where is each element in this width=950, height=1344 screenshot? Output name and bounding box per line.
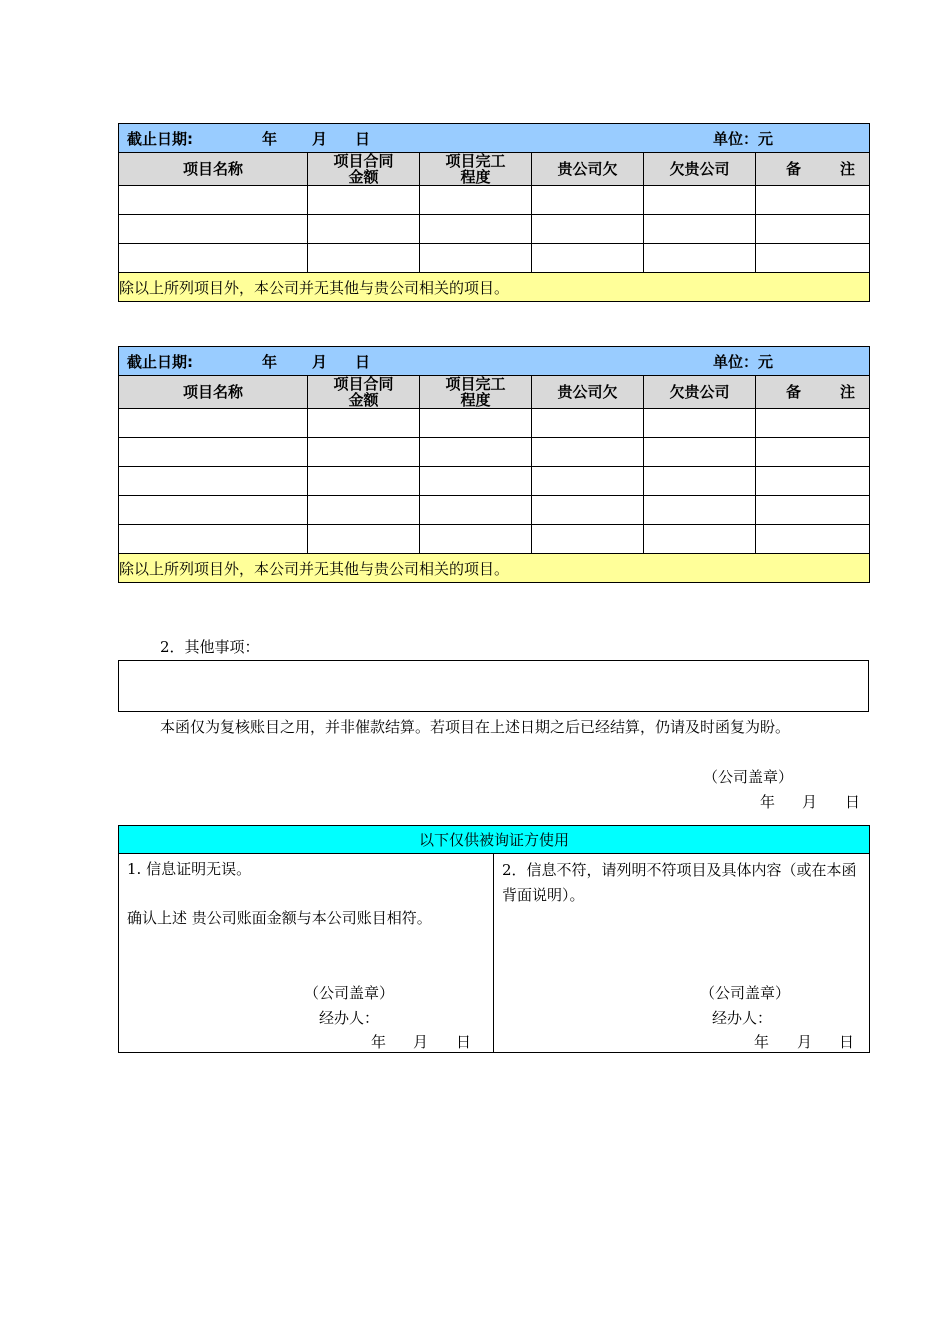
col-owed-by-you: 贵公司欠 <box>532 153 644 186</box>
table-footer-note: 除以上所列项目外，本公司并无其他与贵公司相关的项目。 <box>119 554 870 583</box>
confirm-correct-line1: 1. 信息证明无误。 <box>127 860 252 878</box>
right-seal-label: （公司盖章） <box>700 984 791 1002</box>
month-label: 月 <box>312 353 328 371</box>
day-label: 日 <box>355 353 371 371</box>
col-owed-to-you: 欠贵公司 <box>644 153 756 186</box>
col-owed-by-you: 贵公司欠 <box>532 376 644 409</box>
column-header-row <box>119 153 870 186</box>
table-footer-note: 除以上所列项目外，本公司并无其他与贵公司相关的项目。 <box>119 273 870 302</box>
confirm-mismatch-line1: 2．信息不符，请列明不符项目及具体内容（或在本函背面说明）。 <box>502 861 857 904</box>
left-handler-label: 经办人： <box>319 1009 380 1027</box>
year-label: 年 <box>262 353 278 371</box>
table-row <box>119 496 870 525</box>
right-year: 年 <box>754 1033 770 1051</box>
table-row <box>119 467 870 496</box>
left-day: 日 <box>456 1033 472 1051</box>
cutoff-date-label: 截止日期: <box>127 130 193 148</box>
unit-label: 单位：元 <box>713 353 774 371</box>
col-remark: 备 注 <box>756 153 870 186</box>
col-contract-amount: 项目合同 金额 <box>308 153 420 186</box>
left-seal-label: （公司盖章） <box>304 984 395 1002</box>
confirmation-table <box>118 825 870 1053</box>
left-month: 月 <box>413 1033 429 1051</box>
other-items-label: 2．其他事项： <box>160 638 260 656</box>
table-footer-row <box>119 273 870 302</box>
confirm-correct-line2: 确认上述 贵公司账面金额与本公司账目相符。 <box>127 909 432 927</box>
confirmation-title: 以下仅供被询证方使用 <box>119 826 870 854</box>
confirmation-body-row <box>119 854 870 1053</box>
other-items-field[interactable] <box>118 660 869 712</box>
table-row <box>119 244 870 273</box>
left-year: 年 <box>371 1033 387 1051</box>
company-seal-label: （公司盖章） <box>703 768 794 786</box>
right-handler-label: 经办人： <box>712 1009 773 1027</box>
project-table-1 <box>118 123 870 302</box>
seal-month: 月 <box>802 793 818 811</box>
table-row <box>119 438 870 467</box>
notice-text: 本函仅为复核账目之用，并非催款结算。若项目在上述日期之后已经结算，仍请及时函复为盼。 <box>160 718 791 736</box>
col-owed-to-you: 欠贵公司 <box>644 376 756 409</box>
day-label: 日 <box>355 130 371 148</box>
table-row <box>119 525 870 554</box>
seal-day: 日 <box>845 793 861 811</box>
right-month: 月 <box>797 1033 813 1051</box>
column-header-row <box>119 376 870 409</box>
table-footer-row <box>119 554 870 583</box>
col-remark: 备 注 <box>756 376 870 409</box>
confirm-mismatch-cell[interactable] <box>494 854 870 1053</box>
year-label: 年 <box>262 130 278 148</box>
table-row <box>119 215 870 244</box>
table-title-row <box>119 124 870 153</box>
project-table-2 <box>118 346 870 583</box>
confirmation-title-row <box>119 826 870 854</box>
table-row <box>119 186 870 215</box>
table-title-row <box>119 347 870 376</box>
month-label: 月 <box>312 130 328 148</box>
cutoff-date-label: 截止日期: <box>127 353 193 371</box>
right-day: 日 <box>839 1033 855 1051</box>
col-project-name: 项目名称 <box>119 376 308 409</box>
unit-label: 单位：元 <box>713 130 774 148</box>
table-row <box>119 409 870 438</box>
confirm-correct-cell[interactable] <box>119 854 494 1053</box>
col-contract-amount: 项目合同 金额 <box>308 376 420 409</box>
col-completion: 项目完工 程度 <box>420 153 532 186</box>
col-completion: 项目完工 程度 <box>420 376 532 409</box>
col-project-name: 项目名称 <box>119 153 308 186</box>
seal-year: 年 <box>760 793 776 811</box>
